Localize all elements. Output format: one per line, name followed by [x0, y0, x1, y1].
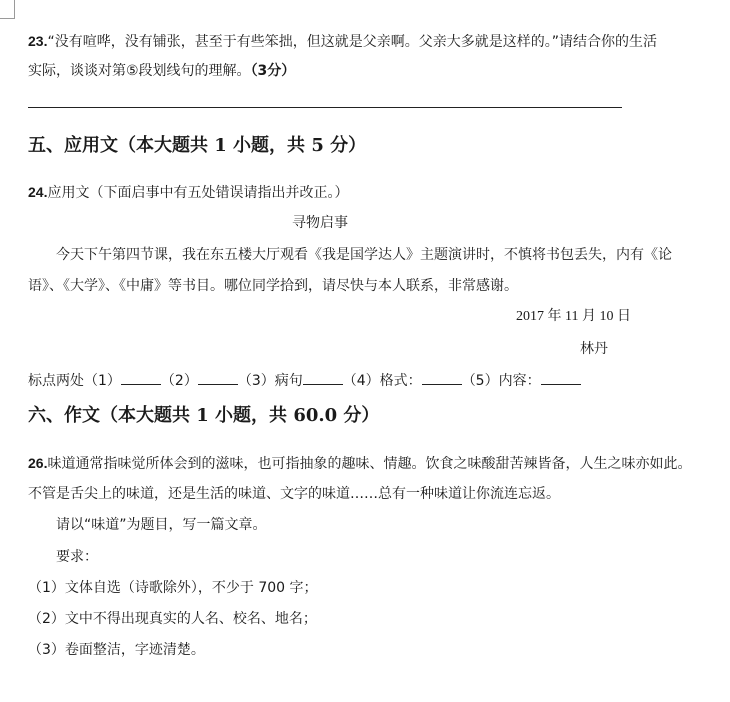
answer-1-blank[interactable]	[121, 370, 161, 385]
q23-answer-line[interactable]	[28, 107, 622, 108]
q24-number: 24.	[28, 184, 48, 200]
q23-points: （3分）	[250, 63, 296, 79]
notice-date: 2017 年 11 月 10 日	[516, 309, 631, 324]
q26-line-2: 不管是舌尖上的味道，还是生活的味道、文字的味道……总有一种味道让你流连忘返。	[28, 486, 560, 502]
section6-heading: 六、作文（本大题共 1 小题，共 60.0 分）	[28, 405, 380, 426]
q23-line-2	[28, 61, 295, 81]
section5-heading: 五、应用文（本大题共 1 小题，共 5 分）	[28, 135, 367, 156]
q23-text-2: 实际，谈谈对第⑤段划线句的理解。	[28, 63, 251, 79]
answer-4-blank[interactable]	[422, 370, 462, 385]
q26-line-3: 请以“味道”为题目，写一篇文章。	[56, 517, 267, 533]
q26-requirement-3: （3）卷面整洁，字迹清楚。	[28, 642, 205, 658]
notice-signature: 林丹	[580, 341, 608, 357]
q23-text-1: “没有喧哗，没有铺张，甚至于有些笨拙，但这就是父亲啊。父亲大多就是这样的。”请结合你的生活	[47, 34, 657, 50]
q26-requirements-label: 要求：	[56, 549, 98, 565]
notice-title: 寻物启事	[292, 215, 348, 231]
q23-line-1	[28, 31, 657, 52]
q26-text-1: 味道通常指味觉所体会到的滋味，也可指抽象的趣味、情趣。饮食之味酸甜苦辣皆备，人生之味亦如此。	[47, 456, 692, 472]
q26-requirement-2: （2）文中不得出现真实的人名、校名、地名；	[28, 611, 317, 627]
q23-number: 23.	[28, 33, 48, 49]
answer-5-label: （5）内容：	[461, 373, 541, 389]
page-corner-mark	[0, 0, 15, 19]
answer-3-blank[interactable]	[303, 370, 343, 385]
answer-4-label: （4）格式：	[342, 373, 422, 389]
q26-line-1	[28, 453, 691, 474]
q24-prompt: 应用文（下面启事中有五处错误请指出并改正。）	[47, 185, 349, 201]
q26-number: 26.	[28, 455, 48, 471]
answer-2-blank[interactable]	[198, 370, 238, 385]
notice-body-line-2: 语》、《大学》、《中庸》等书目。哪位同学拾到，请尽快与本人联系，非常感谢。	[28, 278, 518, 294]
notice-body-line-1: 今天下午第四节课，我在东五楼大厅观看《我是国学达人》主题演讲时，不慎将书包丢失，内有《论	[56, 247, 672, 263]
answer-2-label: （2）	[160, 373, 198, 389]
answer-5-blank[interactable]	[541, 370, 581, 385]
answer-1-label: （1）	[84, 373, 121, 389]
q24-prompt-line	[28, 182, 348, 203]
answers-label: 标点两处	[28, 373, 84, 389]
q26-requirement-1: （1）文体自选（诗歌除外），不少于 700 字；	[28, 580, 318, 596]
answer-3-label: （3）病句	[237, 373, 303, 389]
q24-answer-row	[28, 370, 581, 391]
